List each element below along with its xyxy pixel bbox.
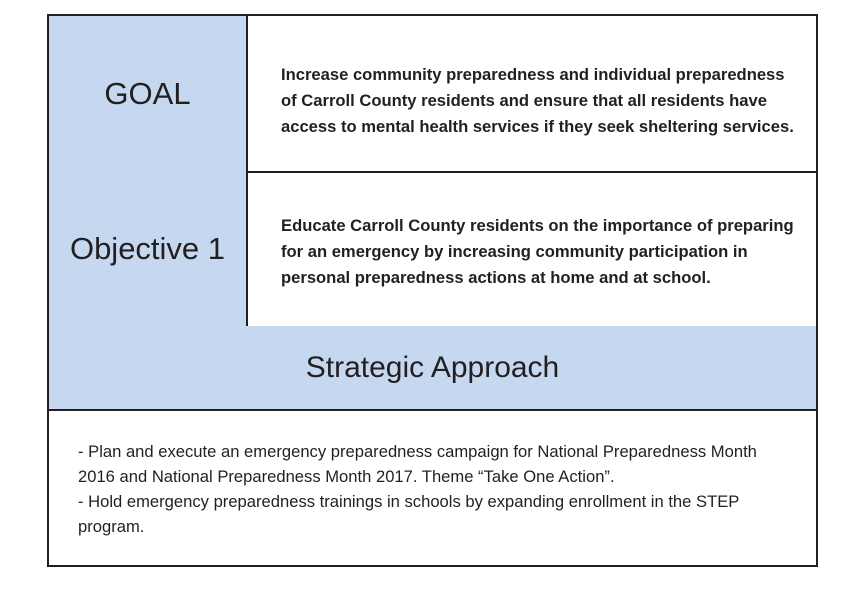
goal-row xyxy=(49,16,816,173)
approach-item-1: - Plan and execute an emergency preparedness campaign for National Preparedness Month 2016 and National Preparedness Month 2017. Theme “Take One Action”. xyxy=(78,442,757,486)
approach-item-2: - Hold emergency preparedness trainings in schools by expanding enrollment in the STEP program. xyxy=(78,492,740,536)
goal-text: Increase community preparedness and individual preparedness of Carroll County residents and ensure that all residents have access to mental health services if they seek sheltering services. xyxy=(281,65,794,136)
strategic-approach-list xyxy=(49,411,816,565)
strategic-approach-heading: Strategic Approach xyxy=(49,326,816,411)
goal-objective-table xyxy=(47,14,818,567)
goal-label: GOAL xyxy=(49,16,248,171)
objective-text: Educate Carroll County residents on the importance of preparing for an emergency by increasing community participation in personal preparedness actions at home and at school. xyxy=(281,216,794,287)
objective-label: Objective 1 xyxy=(49,171,248,326)
objective-row xyxy=(49,171,816,328)
